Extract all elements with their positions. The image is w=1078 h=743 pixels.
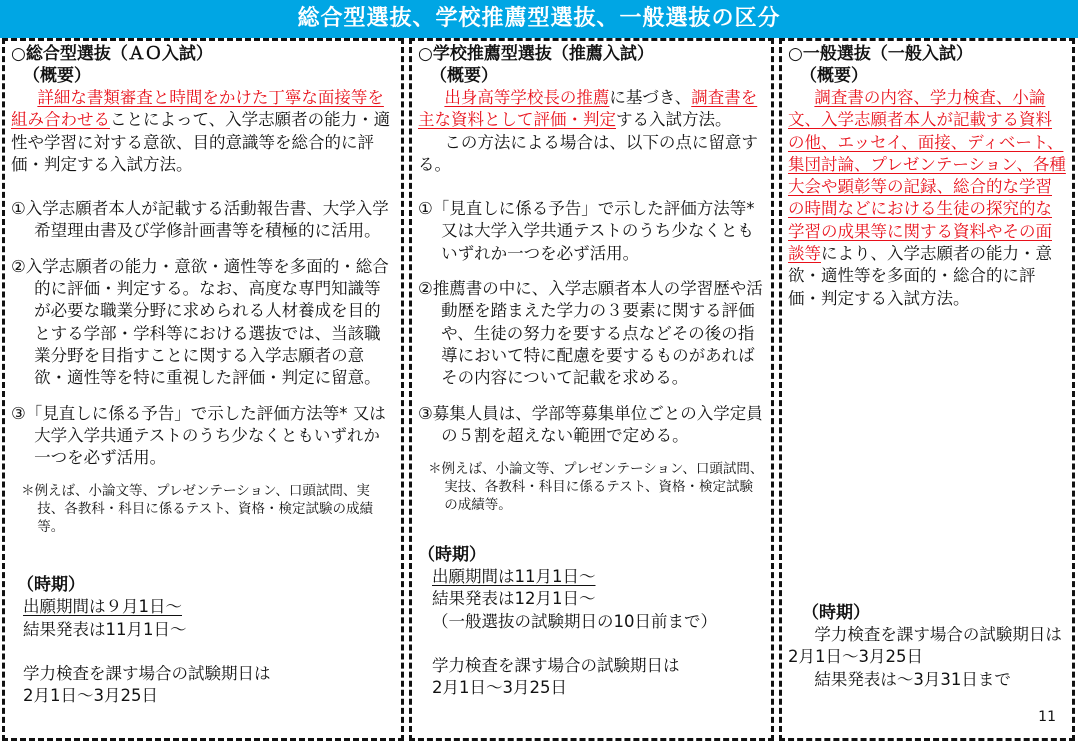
period-section [418, 566, 765, 699]
overview-highlight: 調査書の内容、学力検査、小論文、入学志願者本人が記載する資料の他、エッセイ、面接、ディベート、集団討論、プレゼンテーション、各種大会や顕彰等の記録、総合的な学習の時間などにおける生徒の探究的な学習の成果等に関する資料やその面談等 [788, 88, 1066, 264]
result-date: 結果発表は～3月31日まで [814, 669, 1011, 689]
application-period: 出願期間は９月1日～ [23, 597, 182, 617]
overview-rest: ことによって、入学志願者の能力・適性や学習に対する意欲、目的意識等を総合的に評価・判定する入試方法。 [11, 110, 391, 174]
overview-text [11, 87, 395, 176]
footnote: ＊例えば、小論文等、プレゼンテーション、口頭試問、実技、各教科・科目に係るテスト、資格・検定試験の成績等。 [21, 483, 373, 536]
overview-heading: （概要） [23, 66, 91, 86]
overview-text [418, 87, 765, 132]
exam-dates: 2月1日～3月25日 [23, 686, 158, 706]
result-date: 結果発表は12月1日～ [432, 589, 596, 609]
list-item: ③「見直しに係る予告」で示した評価方法等* 又は大学入学共通テストのうち少なくともいずれか一つを必ず活用。 [11, 403, 386, 468]
column-school-recommendation [409, 38, 774, 741]
list-item: ②推薦書の中に、入学志願者本人の学習歴や活動歴を踏まえた学力の３要素に関する評価や、生徒の努力を要する点などその後の指導において特に配慮を要するものがあればその内容について記載を求める。 [418, 279, 763, 388]
overview-highlight: 調査書を主な資料として評価・判定 [418, 88, 758, 130]
overview-rest: により、入学志願者の能力・意欲・適性等を多面的・総合的に評価・判定する入試方法。 [788, 244, 1052, 308]
overview-mid: に基づき、 [609, 88, 692, 107]
exam-label: 学力検査を課す場合の試験期日は [432, 656, 680, 676]
column-title: ○学校推薦型選抜（推薦入試） [418, 44, 654, 64]
overview-heading: （概要） [800, 66, 868, 86]
column-title: ○一般選抜（一般入試） [788, 44, 973, 64]
result-date: 結果発表は11月1日～ [23, 619, 187, 639]
period-heading: （時期） [17, 575, 85, 596]
footnote: ＊例えば、小論文等、プレゼンテーション、口頭試問、実技、各教科・科目に係るテスト、資格・検定試験の成績等。 [428, 461, 764, 514]
exam-dates: 学力検査を課す場合の試験期日は2月1日～3月25日 [788, 625, 1062, 667]
page-header [0, 0, 1078, 38]
overview-note: この方法による場合は、以下の点に留意する。 [418, 132, 758, 174]
list-item: ②入学志願者の能力・意欲・適性等を多面的・総合的に評価・判定する。なお、高度な専門知識等が必要な職業分野に求められる人材養成を目的とする学部・学科等における選抜では、当該職業分野を目指すことに関する入学志願者の意欲・適性等を特に重視した評価・判定に留意。 [11, 256, 389, 388]
period-heading: （時期） [802, 603, 870, 623]
application-period: 出願期間は11月1日～ [432, 567, 596, 587]
period-section [788, 602, 1066, 691]
overview-highlight: 詳細な書類審査と時間をかけた丁寧な面接等を組み合わせる [11, 88, 384, 130]
result-note: （一般選抜の試験期日の10日前まで） [432, 611, 717, 631]
list-item: ③募集人員は、学部等募集単位ごとの入学定員の５割を超えない範囲で定める。 [418, 403, 763, 445]
column-general-selection [779, 38, 1075, 741]
column-comprehensive-selection [2, 38, 404, 741]
list-item: ①入学志願者本人が記載する活動報告書、大学入学希望理由書及び学修計画書等を積極的に活用。 [11, 199, 389, 241]
overview-text [788, 87, 1066, 310]
overview-rest: する入試方法。 [616, 110, 732, 130]
period-section [11, 596, 395, 707]
overview-highlight: 出身高等学校長の推薦 [444, 88, 610, 107]
overview-heading: （概要） [430, 66, 498, 86]
page-title: 総合型選抜、学校推薦型選抜、一般選抜の区分 [297, 6, 781, 31]
list-item: ①「見直しに係る予告」で示した評価方法等*又は大学入学共通テストのうち少なくともいずれか一つを必ず活用。 [418, 199, 755, 263]
page-number: 11 [1038, 708, 1056, 725]
exam-label: 学力検査を課す場合の試験期日は [23, 664, 271, 684]
column-title: ○総合型選抜（ＡＯ入試） [11, 44, 213, 64]
period-heading: （時期） [418, 545, 486, 566]
exam-dates: 2月1日～3月25日 [432, 678, 567, 698]
